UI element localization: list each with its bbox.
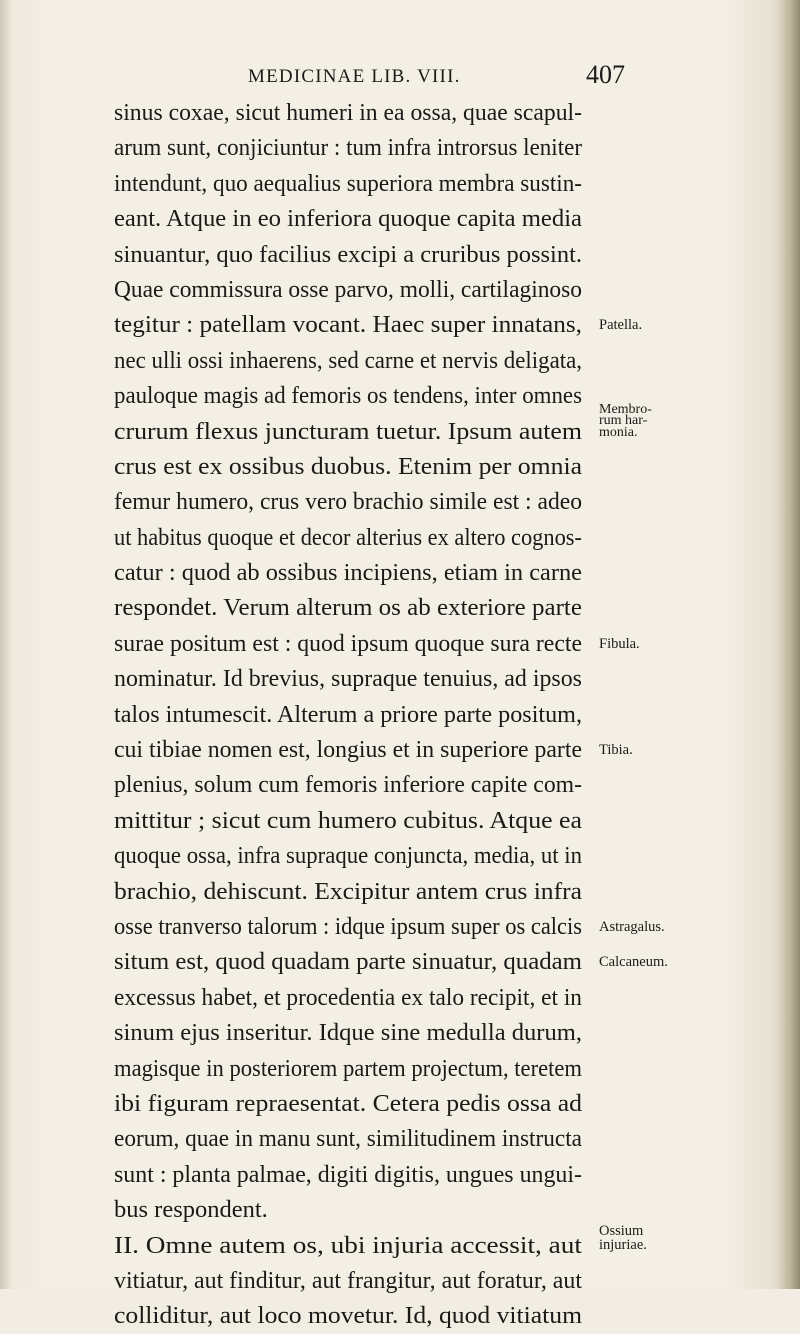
line-text: colliditur, aut loco movetur. Id, quod vitiatum	[114, 1302, 583, 1330]
text-line	[114, 1015, 754, 1050]
line-text: talos intumescit. Alterum a priore parte positum,	[114, 700, 583, 728]
text-line	[114, 343, 754, 378]
text-line	[114, 590, 754, 625]
line-text: osse tranverso talorum : idque ipsum super os calcis	[114, 912, 583, 940]
text-line	[114, 555, 754, 590]
line-text: situm est, quod quadam parte sinuatur, quadam	[114, 948, 582, 976]
line-text: plenius, solum cum femoris inferiore capite com-	[114, 771, 583, 799]
line-text: sinum ejus inseritur. Idque sine medulla durum,	[114, 1019, 583, 1047]
text-line	[114, 697, 754, 732]
text-line	[114, 1086, 754, 1121]
line-text: cui tibiae nomen est, longius et in superiore parte	[114, 736, 583, 764]
text-line	[114, 838, 754, 873]
line-text: quoque ossa, infra supraque conjuncta, media, ut in	[114, 842, 582, 870]
line-text: mittitur ; sicut cum humero cubitus. Atque ea	[114, 806, 583, 834]
margin-note-line: Fibula.	[599, 635, 640, 652]
line-text: pauloque magis ad femoris os tendens, inter omnes	[114, 382, 582, 410]
margin-note-line: Astragalus.	[599, 918, 665, 935]
line-text: crurum flexus juncturam tuetur. Ipsum autem	[114, 417, 583, 445]
margin-note	[599, 1224, 647, 1252]
line-text: sunt : planta palmae, digiti digitis, ungues ungui-	[114, 1160, 582, 1188]
text-line	[114, 95, 754, 130]
line-text: arum sunt, conjiciuntur : tum infra introrsus leniter	[114, 134, 582, 162]
line-text: tegitur : patellam vocant. Haec super innatans,	[114, 311, 582, 339]
line-text: II. Omne autem os, ubi injuria accessit, aut	[114, 1231, 582, 1259]
text-line	[114, 1263, 754, 1298]
text-line	[114, 1157, 754, 1192]
running-title: MEDICINAE LIB. VIII.	[248, 66, 461, 87]
line-text: vitiatur, aut finditur, aut frangitur, aut foratur, aut	[114, 1266, 582, 1294]
margin-note-line: Membro-	[599, 401, 652, 417]
margin-note	[599, 318, 642, 332]
line-text: femur humero, crus vero brachio simile est : adeo	[114, 488, 583, 516]
margin-note	[599, 920, 665, 934]
margin-note-line: monia.	[599, 424, 638, 440]
margin-note-line: Tibia.	[599, 742, 633, 759]
text-line	[114, 909, 754, 944]
text-line	[114, 520, 754, 555]
margin-note-line: Ossium	[599, 1222, 644, 1239]
page-gutter-shadow	[0, 0, 12, 1289]
text-line	[114, 449, 754, 484]
body-text	[114, 95, 754, 1334]
margin-note	[599, 401, 652, 440]
text-line	[114, 272, 754, 307]
line-text: ut habitus quoque et decor alterius ex altero cognos-	[114, 523, 582, 551]
line-text: eant. Atque in eo inferiora quoque capita media	[114, 205, 582, 233]
text-line	[114, 944, 754, 979]
line-text: intendunt, quo aequalius superiora membra sustin-	[114, 169, 583, 197]
text-line	[114, 166, 754, 201]
line-text: excessus habet, et procedentia ex talo recipit, et in	[114, 983, 582, 1011]
line-text: eorum, quae in manu sunt, similitudinem instructa	[114, 1125, 583, 1153]
margin-note	[599, 743, 633, 757]
text-line	[114, 1051, 754, 1086]
text-line	[114, 484, 754, 519]
line-text: sinuantur, quo facilius excipi a cruribus possint.	[114, 240, 583, 268]
line-text: magisque in posteriorem partem projectum, teretem	[114, 1054, 582, 1082]
margin-note	[599, 637, 640, 651]
line-text: nominatur. Id brevius, supraque tenuius, ad ipsos	[114, 665, 582, 693]
margin-note-line: Patella.	[599, 317, 643, 334]
page-edge-shadow	[778, 0, 800, 1289]
text-line	[114, 1222, 754, 1263]
text-line	[114, 1192, 754, 1227]
line-text: Quae commissura osse parvo, molli, cartilaginoso	[114, 275, 582, 303]
text-line	[114, 1121, 754, 1156]
margin-note-line: rum har-	[599, 413, 648, 429]
text-line	[114, 201, 754, 236]
line-text: crus est ex ossibus duobus. Etenim per omnia	[114, 452, 582, 480]
line-text: respondet. Verum alterum os ab exteriore parte	[114, 594, 582, 622]
text-line	[114, 874, 754, 909]
text-line	[114, 130, 754, 165]
text-line	[114, 803, 754, 838]
line-text: nec ulli ossi inhaerens, sed carne et nervis deligata,	[114, 346, 583, 374]
text-line	[114, 661, 754, 696]
line-text: catur : quod ab ossibus incipiens, etiam in carne	[114, 559, 582, 587]
margin-note-line: Calcaneum.	[599, 954, 668, 971]
line-text: ibi figuram repraesentat. Cetera pedis ossa ad	[114, 1089, 583, 1117]
text-line	[114, 378, 754, 413]
margin-note	[599, 955, 668, 969]
line-text: sinus coxae, sicut humeri in ea ossa, quae scapul-	[114, 99, 582, 126]
line-text: surae positum est : quod ipsum quoque sura recte	[114, 629, 582, 657]
text-line	[114, 732, 754, 767]
text-line	[114, 1298, 754, 1333]
text-line	[114, 980, 754, 1015]
margin-note-line: injuriae.	[599, 1236, 647, 1253]
text-line	[114, 767, 754, 802]
text-line	[114, 626, 754, 661]
text-line	[114, 401, 754, 449]
page-number: 407	[586, 60, 625, 89]
text-line	[114, 307, 754, 342]
line-text: brachio, dehiscunt. Excipitur antem crus infra	[114, 877, 582, 905]
line-text: bus respondent.	[114, 1196, 268, 1224]
page-header	[0, 60, 800, 96]
text-line	[114, 237, 754, 272]
